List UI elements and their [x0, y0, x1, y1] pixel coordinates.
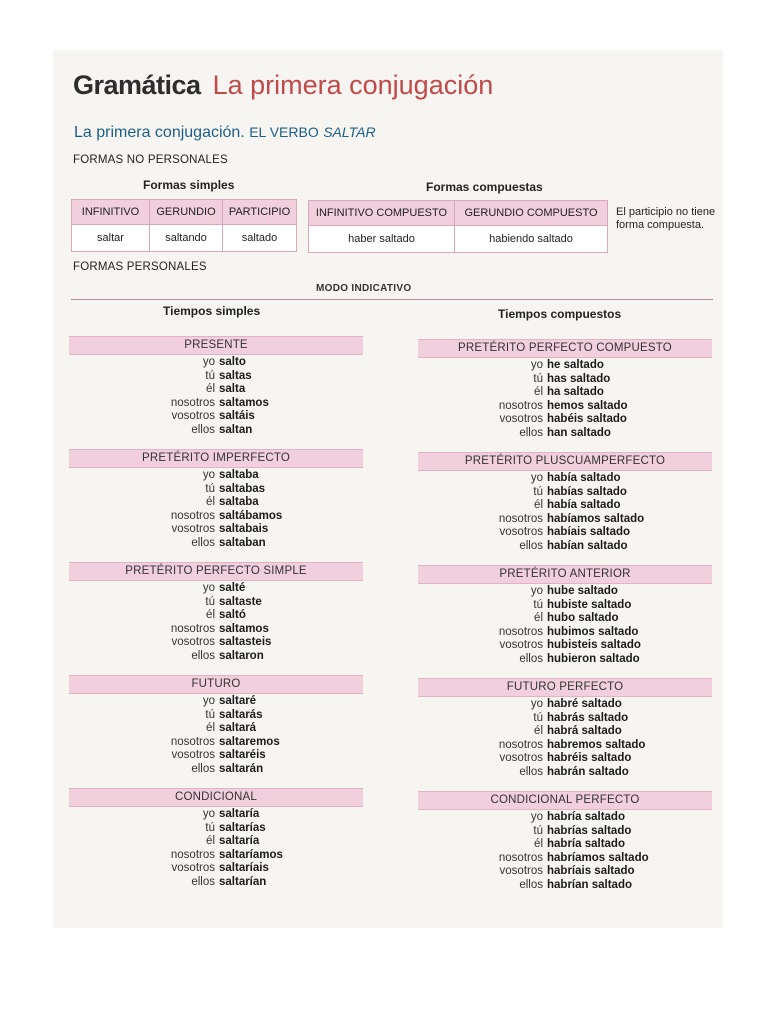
pronoun: yo [530, 585, 543, 597]
verb-form: saltamos [219, 622, 269, 635]
verb-form: habréis saltado [547, 752, 632, 764]
participio-note: El participio no tiene forma compuesta. [616, 206, 716, 231]
verb-form: saltó [219, 609, 246, 621]
pronoun: él [534, 499, 543, 511]
conjugation-row [431, 427, 628, 441]
verb-form: saltáis [219, 410, 255, 422]
pronoun: tú [205, 708, 215, 721]
verb-form: habrás saltado [547, 711, 629, 724]
verb-form: ha saltado [547, 386, 604, 398]
conjugation-row [107, 650, 271, 664]
verb-form: habían saltado [547, 539, 628, 552]
verb-form: saltabas [219, 482, 266, 495]
section-heading [74, 124, 376, 142]
formas-compuestas-label: Formas compuestas [426, 180, 543, 194]
pronoun: vosotros [499, 526, 543, 538]
conjugation-row [107, 523, 282, 537]
value-participio: saltado [223, 225, 297, 252]
pronoun: tú [205, 369, 215, 382]
verb-form: hubimos saltado [547, 625, 639, 638]
verb-form: saltarías [219, 821, 266, 834]
pronoun: yo [530, 698, 543, 710]
conjugation-row [107, 410, 269, 424]
pronoun: vosotros [171, 749, 215, 761]
verb-form: hemos saltado [547, 399, 628, 412]
conjugation-row [431, 698, 645, 712]
tense-header-futuro: FUTURO [69, 675, 363, 694]
conjugation-row [107, 596, 271, 610]
value-gerundio: saltando [150, 225, 223, 252]
conjugation-row [107, 709, 280, 723]
conjugation-row [107, 424, 269, 438]
tense-header-preterito-perfecto-compuesto: PRETÉRITO PERFECTO COMPUESTO [418, 339, 712, 358]
conjugation-row [431, 626, 641, 640]
verb-form: salto [219, 356, 246, 368]
conjugation-row [107, 862, 283, 876]
verb-form: habíamos saltado [547, 512, 645, 525]
verb-form: saltaremos [219, 735, 280, 748]
conjugation-list [431, 472, 644, 553]
modo-indicativo-label: MODO INDICATIVO [316, 283, 412, 294]
heading-verb: SALTAR [323, 124, 376, 140]
conjugation-row [431, 386, 628, 400]
value-gerundio-compuesto: habiendo saltado [455, 226, 608, 253]
header-gerundio-compuesto: GERUNDIO COMPUESTO [455, 201, 608, 226]
pronoun: tú [533, 824, 543, 837]
verb-form: salté [219, 582, 246, 594]
verb-form: saltasteis [219, 636, 272, 648]
textbook-page [53, 50, 723, 928]
tense-header-condicional-perfecto: CONDICIONAL PERFECTO [418, 791, 712, 810]
conjugation-row [431, 879, 649, 893]
tense-header-preterito-pluscuamperfecto: PRETÉRITO PLUSCUAMPERFECTO [418, 452, 712, 471]
value-infinitivo: saltar [72, 225, 150, 252]
conjugation-row [107, 835, 283, 849]
conjugation-row [107, 537, 282, 551]
verb-form: saltaría [219, 808, 260, 820]
formas-compuestas-table [308, 200, 608, 253]
conjugation-row [431, 766, 645, 780]
verb-form: habrían saltado [547, 878, 632, 891]
pronoun: él [534, 612, 543, 624]
conjugation-row [431, 653, 641, 667]
tense-header-preterito-imperfecto: PRETÉRITO IMPERFECTO [69, 449, 363, 468]
pronoun: tú [205, 482, 215, 495]
conjugation-row [431, 739, 645, 753]
conjugation-row [107, 695, 280, 709]
pronoun: yo [202, 469, 215, 481]
pronoun: yo [202, 695, 215, 707]
conjugation-row [107, 383, 269, 397]
conjugation-row [107, 636, 271, 650]
verb-form: saltaríamos [219, 848, 283, 861]
formas-simples-table [71, 199, 297, 252]
conjugation-row [107, 483, 282, 497]
verb-form: hubisteis saltado [547, 639, 641, 651]
verb-form: saltaban [219, 536, 266, 549]
pronoun: ellos [191, 423, 215, 436]
verb-form: habías saltado [547, 485, 627, 498]
verb-form: saltarán [219, 762, 264, 775]
pronoun: vosotros [171, 410, 215, 422]
conjugation-list [107, 469, 282, 550]
tiempos-compuestos-label: Tiempos compuestos [498, 307, 622, 321]
pronoun: él [206, 383, 215, 395]
conjugation-row [107, 849, 283, 863]
conjugation-row [431, 712, 645, 726]
conjugation-row [431, 526, 644, 540]
verb-form: habríais saltado [547, 865, 635, 877]
verb-form: habrán saltado [547, 765, 629, 778]
conjugation-list [107, 356, 269, 437]
pronoun: nosotros [498, 512, 543, 525]
conjugation-row [107, 356, 269, 370]
verb-form: había saltado [547, 472, 621, 484]
header-gerundio: GERUNDIO [150, 200, 223, 225]
header-infinitivo: INFINITIVO [72, 200, 150, 225]
pronoun: vosotros [171, 862, 215, 874]
pronoun: vosotros [499, 865, 543, 877]
tense-header-preterito-perfecto-simple: PRETÉRITO PERFECTO SIMPLE [69, 562, 363, 581]
conjugation-row [107, 609, 271, 623]
pronoun: nosotros [498, 399, 543, 412]
conjugation-row [431, 499, 644, 513]
conjugation-list [107, 582, 271, 663]
verb-form: saltaréis [219, 749, 266, 761]
verb-form: habíais saltado [547, 526, 631, 538]
pronoun: ellos [519, 539, 543, 552]
pronoun: yo [530, 811, 543, 823]
verb-form: saltaba [219, 469, 259, 481]
page-title [73, 70, 493, 101]
pronoun: vosotros [499, 752, 543, 764]
verb-form: habremos saltado [547, 738, 646, 751]
conjugation-row [107, 397, 269, 411]
verb-form: has saltado [547, 372, 611, 385]
verb-form: saltará [219, 722, 257, 734]
conjugation-list [107, 695, 280, 776]
pronoun: nosotros [498, 625, 543, 638]
verb-form: habré saltado [547, 698, 622, 710]
tense-header-condicional: CONDICIONAL [69, 788, 363, 807]
verb-form: saltan [219, 423, 253, 436]
verb-form: saltaría [219, 835, 260, 847]
conjugation-row [431, 373, 628, 387]
pronoun: yo [202, 356, 215, 368]
conjugation-row [431, 413, 628, 427]
conjugation-list [431, 585, 641, 666]
pronoun: vosotros [499, 639, 543, 651]
verb-form: habríamos saltado [547, 851, 649, 864]
formas-personales-label: FORMAS PERSONALES [73, 261, 207, 273]
verb-form: habría saltado [547, 811, 625, 823]
conjugation-row [107, 722, 280, 736]
verb-form: saltarás [219, 708, 263, 721]
tense-header-preterito-anterior: PRETÉRITO ANTERIOR [418, 565, 712, 584]
conjugation-row [431, 599, 641, 613]
conjugation-row [431, 752, 645, 766]
pronoun: vosotros [499, 413, 543, 425]
header-infinitivo-compuesto: INFINITIVO COMPUESTO [309, 201, 455, 226]
pronoun: tú [205, 821, 215, 834]
pronoun: tú [533, 598, 543, 611]
conjugation-row [107, 749, 280, 763]
conjugation-row [431, 838, 649, 852]
verb-form: han saltado [547, 426, 611, 439]
verb-form: hubiste saltado [547, 598, 632, 611]
conjugation-row [431, 359, 628, 373]
pronoun: tú [533, 711, 543, 724]
verb-form: saltaba [219, 496, 259, 508]
pronoun: tú [205, 595, 215, 608]
verb-form: habrías saltado [547, 824, 632, 837]
conjugation-list [431, 811, 649, 892]
verb-form: saltas [219, 369, 252, 382]
pronoun: ellos [519, 426, 543, 439]
pronoun: tú [533, 485, 543, 498]
pronoun: ellos [191, 762, 215, 775]
conjugation-row [431, 725, 645, 739]
pronoun: nosotros [498, 738, 543, 751]
pronoun: él [534, 838, 543, 850]
verb-form: hubieron saltado [547, 652, 640, 665]
verb-form: he saltado [547, 359, 604, 371]
conjugation-list [107, 808, 283, 889]
verb-form: saltaré [219, 695, 257, 707]
verb-form: habrá saltado [547, 725, 622, 737]
conjugation-row [107, 822, 283, 836]
tiempos-simples-label: Tiempos simples [163, 304, 261, 318]
conjugation-row [107, 876, 283, 890]
verb-form: salta [219, 383, 246, 395]
verb-form: habría saltado [547, 838, 625, 850]
formas-no-personales-label: FORMAS NO PERSONALES [73, 154, 228, 166]
conjugation-row [431, 612, 641, 626]
conjugation-row [107, 582, 271, 596]
conjugation-row [107, 496, 282, 510]
verb-form: saltábamos [219, 509, 283, 522]
verb-form: saltarían [219, 875, 267, 888]
pronoun: nosotros [170, 622, 215, 635]
conjugation-row [431, 486, 644, 500]
verb-form: hube saltado [547, 585, 618, 597]
pronoun: yo [530, 359, 543, 371]
verb-form: saltaron [219, 649, 264, 662]
pronoun: ellos [191, 875, 215, 888]
pronoun: ellos [191, 536, 215, 549]
tense-header-presente: PRESENTE [69, 336, 363, 355]
pronoun: nosotros [170, 509, 215, 522]
pronoun: nosotros [498, 851, 543, 864]
pronoun: ellos [519, 878, 543, 891]
divider-line [71, 299, 713, 300]
conjugation-row [431, 852, 649, 866]
conjugation-row [431, 513, 644, 527]
conjugation-row [431, 400, 628, 414]
conjugation-row [107, 370, 269, 384]
verb-form: saltaríais [219, 862, 269, 874]
conjugation-row [431, 639, 641, 653]
header-participio: PARTICIPIO [223, 200, 297, 225]
conjugation-row [107, 469, 282, 483]
conjugation-row [431, 825, 649, 839]
pronoun: yo [530, 472, 543, 484]
pronoun: él [534, 725, 543, 737]
verb-form: saltabais [219, 523, 269, 535]
conjugation-row [431, 811, 649, 825]
verb-form: hubo saltado [547, 612, 619, 624]
pronoun: él [534, 386, 543, 398]
conjugation-row [431, 865, 649, 879]
verb-form: había saltado [547, 499, 621, 511]
verb-form: saltaste [219, 595, 262, 608]
title-gramatica: Gramática [73, 70, 201, 100]
heading-caps: EL VERBO [249, 124, 319, 140]
verb-form: saltamos [219, 396, 269, 409]
pronoun: él [206, 835, 215, 847]
pronoun: él [206, 496, 215, 508]
pronoun: vosotros [171, 523, 215, 535]
pronoun: yo [202, 582, 215, 594]
value-infinitivo-compuesto: haber saltado [309, 226, 455, 253]
pronoun: él [206, 609, 215, 621]
verb-form: habéis saltado [547, 413, 627, 425]
title-subtitle: La primera conjugación [212, 70, 494, 100]
pronoun: yo [202, 808, 215, 820]
pronoun: él [206, 722, 215, 734]
conjugation-row [107, 510, 282, 524]
conjugation-row [107, 623, 271, 637]
pronoun: nosotros [170, 735, 215, 748]
conjugation-row [431, 472, 644, 486]
conjugation-list [431, 698, 645, 779]
conjugation-list [431, 359, 628, 440]
pronoun: nosotros [170, 396, 215, 409]
pronoun: ellos [519, 652, 543, 665]
conjugation-row [107, 763, 280, 777]
heading-pre: La primera conjugación. [74, 124, 245, 141]
pronoun: nosotros [170, 848, 215, 861]
pronoun: ellos [519, 765, 543, 778]
tense-header-futuro-perfecto: FUTURO PERFECTO [418, 678, 712, 697]
conjugation-row [431, 540, 644, 554]
pronoun: tú [533, 372, 543, 385]
conjugation-row [107, 808, 283, 822]
conjugation-row [107, 736, 280, 750]
pronoun: vosotros [171, 636, 215, 648]
pronoun: ellos [191, 649, 215, 662]
formas-simples-label: Formas simples [143, 178, 235, 192]
conjugation-row [431, 585, 641, 599]
